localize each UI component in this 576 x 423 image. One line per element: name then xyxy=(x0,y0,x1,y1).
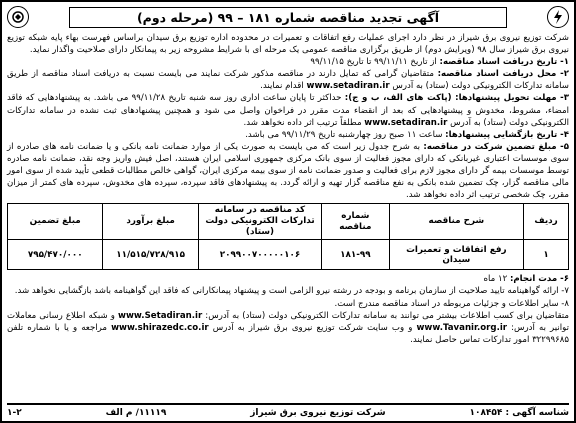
cell-row-number: ۱ xyxy=(524,240,569,270)
page-number: ۱-۲ xyxy=(7,408,22,418)
notice-body xyxy=(7,32,569,201)
col-header-row-number: ردیف xyxy=(524,204,569,240)
item-text: ساعت ۱۱ صبح روز چهارشنبه تاریخ ۹۹/۱۱/۲۹ می باشد. xyxy=(245,129,446,140)
cell-tender-number: ۱۸۱-۹۹ xyxy=(322,240,389,270)
cell-description: رفع اتفاقات و تعمیرات سیدان xyxy=(389,240,524,270)
reference-number: ۱۱۱۱۹/ م الف xyxy=(105,408,167,418)
company-seal-icon xyxy=(7,6,29,28)
item-label: ۱- تاریخ دریافت اسناد مناقصه: xyxy=(439,57,569,68)
notice-id: شناسه آگهی : ۱۰۸۴۵۴ xyxy=(469,408,569,418)
item-label: ۲- محل دریافت اسناد مناقصه: xyxy=(437,69,569,80)
intro-paragraph: شرکت توزیع نیروی برق شیراز در نظر دارد اجرای عملیات رفع اتفاقات و تعمیرات در محدوده اداره توزیع برق سیدان براساس فهرست بهاء پایه شبکه توزیع نیروی برق شیراز سال ۹۸ (ویرایش دوم) از طریق برگزاری مناقصه عمومی یک مرحله ای با شرایط مشروحه زیر به پیمانکار دارای صلاحیت واگذار نماید. xyxy=(7,33,569,56)
item-label: ۴- تاریخ بازگشایی پیشنهادها: xyxy=(445,129,569,140)
item-text: متقاضیان گرامی که تمایل دارند در مناقصه مذکور شرکت نمایند می بایست نسبت به دریافت اسناد مناقصه از طریق سامانه تدارکات الکترونیکی دولت (ستاد) به آدرس xyxy=(7,69,569,92)
cell-guarantee: ۷۹۵/۴۷۰/۰۰۰ xyxy=(8,240,103,270)
item-text: حداکثر تا پایان ساعت اداری روز سه شنبه تاریخ ۹۹/۱۱/۲۸ می باشد. به پیشنهادهایی که فاقد امضاء، مشروط، مخدوش و پیشنهادهایی که بعد از انقضاء مدت مقرر در فراخوان واصل می شود و همچنین پیشنهادهای ثبت نشده در سامانه تدارکات الکترونیکی دولت (ستاد) به آدرس xyxy=(7,93,569,128)
col-header-tender-number: شماره مناقصه xyxy=(322,204,389,240)
item-text: به شرح جدول زیر است که می بایست به صورت یکی از موارد ضمانت نامه بانکی و یا ضمانت نامه های صادره از سوی موسسات اعتباری غیربانکی که دارای مجوز فعالیت از سوی بانک مرکزی جمهوری اسلامی ایران هستند، اصل فیش واریز وجه نقد، ضمانت نامه صادره توسط موسسات بیمه گر دارای مجوز لازم برای فعالیت و صدور ضمانت نامه از سوی بیمه مرکزی ایران، گواهی خالص مطالبات قطعی تأیید شده از سوی امور مالی مناقصه گزار، چک تضمین شده بانکی به نفع مناقصه گزار تهیه و ارائه گردد. به پیشنهادهای فاقد سپرده، سپرده های مخدوش، سپرده های کمتر از میزان مقرر، چک شخصی ترتیب اثر داده نخواهد شد. xyxy=(7,141,569,201)
setad-link[interactable]: www.setadiran.ir xyxy=(306,81,390,92)
item-label: ۵- مبلغ تضمین شرکت در مناقصه: xyxy=(423,141,569,152)
item-text: از تاریخ ۹۹/۱۱/۱۱ تا تاریخ ۹۹/۱۱/۱۵ xyxy=(310,57,440,68)
cell-estimate: ۱۱/۵۱۵/۷۲۸/۹۱۵ xyxy=(103,240,198,270)
item-1 xyxy=(7,56,569,68)
item-7: ۷- ارائه گواهینامه تایید صلاحیت از سازمان برنامه و بودجه در رشته نیرو الزامی است و پیشنهاد پیمانکارانی که فاقد این گواهینامه باشد بازگشایی نخواهد شد. xyxy=(14,286,569,297)
closing-text: متقاضیان برای کسب اطلاعات بیشتر می توانند به سامانه تدارکات الکترونیکی دولت (ستاد) به آدرس: xyxy=(202,310,570,321)
closing-text: و شبکه اطلاع رسانی معاملات توانیر به آدرس: xyxy=(7,310,570,333)
table-row xyxy=(8,240,569,270)
notice-footer xyxy=(7,403,569,419)
col-header-setad-code: کد مناقصه در سامانه تدارکات الکترونیکی دولت (ستاد) xyxy=(198,204,321,240)
item-text-after: اقدام نمایند. xyxy=(260,81,307,92)
company-name: شرکت توزیع نیروی برق شیراز xyxy=(250,408,386,418)
item-3 xyxy=(7,92,569,128)
item-text-after: مطلقاً ترتیب اثر داده نخواهد شد. xyxy=(243,117,365,128)
item-6 xyxy=(7,273,569,285)
item-4 xyxy=(7,129,569,141)
tavanir-link[interactable]: www.Tavanir.org.ir xyxy=(416,322,508,333)
tender-table xyxy=(7,203,569,270)
col-header-guarantee: مبلغ تضمین xyxy=(8,204,103,240)
closing-paragraph xyxy=(7,310,569,346)
lightning-logo-icon xyxy=(547,6,569,28)
col-header-description: شرح مناقصه xyxy=(389,204,524,240)
setad-link[interactable]: www.setadiran.ir xyxy=(364,117,448,128)
item-2 xyxy=(7,68,569,92)
cell-setad-code: ۲۰۹۹۰۰۷۰۰۰۰۰۱۰۶ xyxy=(198,240,321,270)
setadiran-link[interactable]: www.Setadiran.ir xyxy=(118,310,203,321)
table-header-row xyxy=(8,204,569,240)
closing-text: مراجعه و یا با شماره تلفن ۳۲۲۹۹۶۸۵ امور تدارکات تماس حاصل نمایند. xyxy=(7,322,569,345)
notice-title: آگهی تجدید مناقصه شماره ۱۸۱ – ۹۹ (مرحله دوم) xyxy=(69,7,507,28)
shirazedc-link[interactable]: www.shirazedc.co.ir xyxy=(111,322,209,333)
item-8: ۸- سایر اطلاعات و جزئیات مربوطه در اسناد مناقصه مندرج است. xyxy=(334,298,569,309)
item-5 xyxy=(7,141,569,201)
notice-body-continued xyxy=(7,273,569,346)
item-text: ۱۲ ماه xyxy=(483,274,510,285)
col-header-estimate: مبلغ برآورد xyxy=(103,204,198,240)
notice-header xyxy=(7,5,569,29)
closing-text: و وب سایت شرکت توزیع نیروی برق شیراز به آدرس xyxy=(208,322,417,333)
item-label: ۳- مهلت تحویل پیشنهادها: (پاکت های الف، ب و ج): xyxy=(344,93,569,104)
item-label: ۶- مدت انجام: xyxy=(509,274,569,285)
